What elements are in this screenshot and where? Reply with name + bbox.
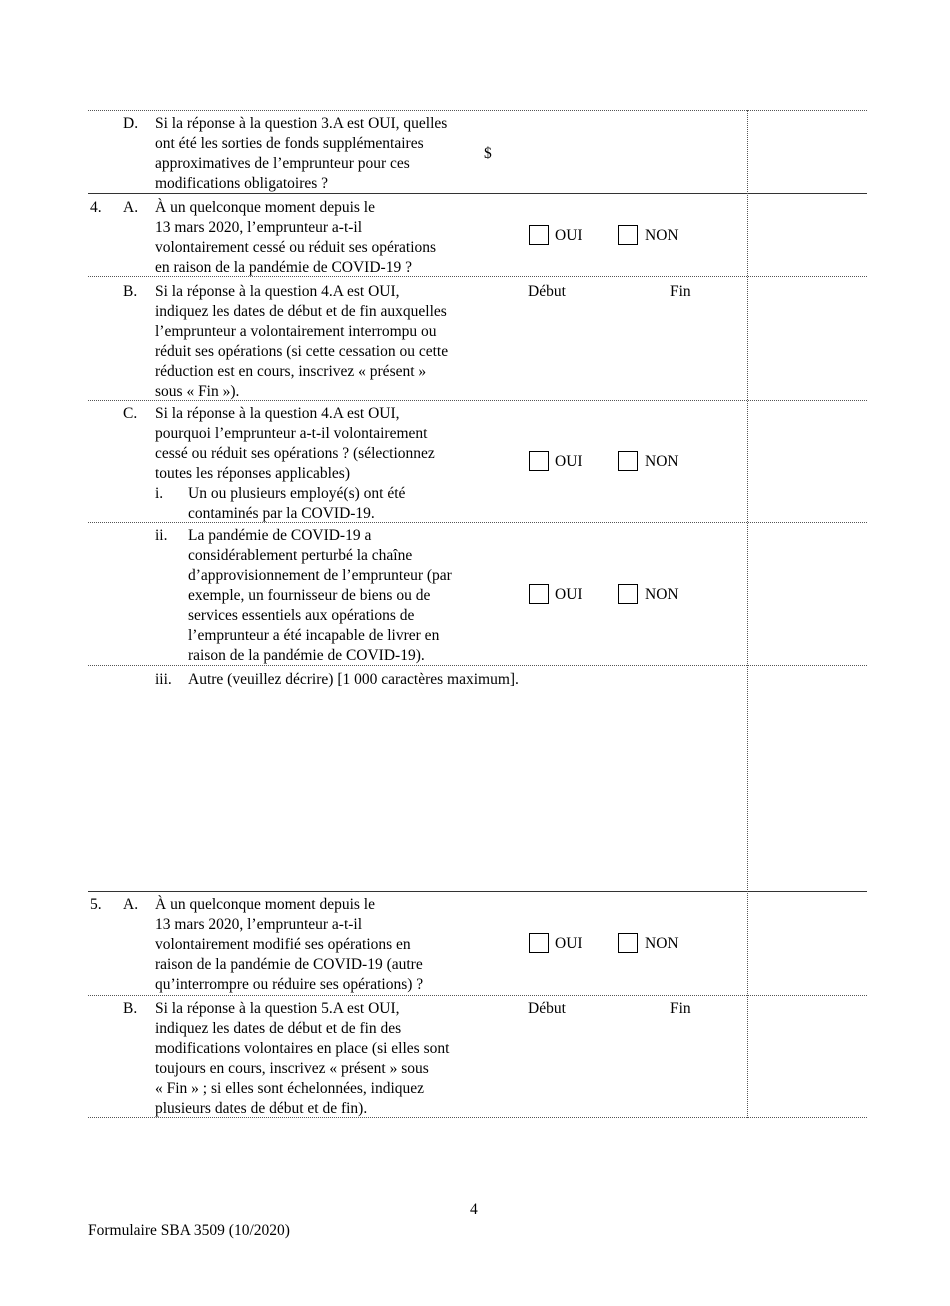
question-5a-text: À un quelconque moment depuis le 13 mars 2020, l’emprunteur a-t-il volontairement modifié ses opérations en raison de la pandémie de COVID-19 (autre qu’interrompre ou réduire ses opérations) ?	[155, 896, 424, 993]
question-4c-i-numeral: i.	[155, 485, 164, 502]
question-5a-letter: A.	[123, 896, 139, 913]
q5a-non-label: NON	[645, 935, 679, 952]
question-5b-text: Si la réponse à la question 5.A est OUI, indiquez les dates de début et de fin des modifications volontaires en place (si elles sont toujours en cours, inscrivez « présent » sous « Fin » ; si elles sont échelonnées, indiquez plusieurs dates de début et de fin).	[155, 1000, 450, 1117]
q4c-i-oui-checkbox[interactable]	[529, 451, 549, 471]
q4a-non-checkbox[interactable]	[618, 225, 638, 245]
question-5-number: 5.	[90, 896, 102, 913]
question-4c-text: Si la réponse à la question 4.A est OUI, pourquoi l’emprunteur a-t-il volontairement cessé ou réduit ses opérations ? (sélectionnez toutes les réponses applicables)	[155, 405, 435, 482]
q4c-ii-non-checkbox[interactable]	[618, 584, 638, 604]
question-4c-iii-text: Autre (veuillez décrire) [1 000 caractères maximum].	[188, 671, 519, 688]
form-identifier: Formulaire SBA 3509 (10/2020)	[88, 1222, 290, 1239]
q5a-oui-label: OUI	[555, 935, 583, 952]
q5a-oui-checkbox[interactable]	[529, 933, 549, 953]
q4b-start-date-label: Début	[528, 283, 566, 300]
question-4b-letter: B.	[123, 283, 138, 300]
q4c-ii-non-label: NON	[645, 586, 679, 603]
question-5b-letter: B.	[123, 1000, 138, 1017]
question-4c-ii-text: La pandémie de COVID-19 a considérablement perturbé la chaîne d’approvisionnement de l’emprunteur (par exemple, un fournisseur de biens ou de services essentiels aux opérations de l’emprunteur a été incapable de livrer en raison de la pandémie de COVID-19).	[188, 527, 452, 664]
question-4c-iii-numeral: iii.	[155, 671, 172, 688]
question-4a-text: À un quelconque moment depuis le 13 mars 2020, l’emprunteur a-t-il volontairement cessé ou réduit ses opérations en raison de la pandémie de COVID-19 ?	[155, 199, 437, 276]
row-divider	[88, 110, 867, 111]
q5a-non-checkbox[interactable]	[618, 933, 638, 953]
column-divider	[747, 110, 748, 1118]
page-number: 4	[470, 1201, 478, 1218]
question-4-number: 4.	[90, 199, 102, 216]
q4c-i-oui-label: OUI	[555, 453, 583, 470]
question-4a-letter: A.	[123, 199, 139, 216]
question-3d-letter: D.	[123, 115, 139, 132]
question-4c-i-text: Un ou plusieurs employé(s) ont été contaminés par la COVID-19.	[188, 485, 406, 522]
q4c-i-non-label: NON	[645, 453, 679, 470]
q5b-end-date-label: Fin	[670, 1000, 691, 1017]
question-3d-text: Si la réponse à la question 3.A est OUI, quelles ont été les sorties de fonds supplémentaires approximatives de l’emprunteur pour ces modifications obligatoires ?	[155, 115, 448, 192]
section-divider	[88, 891, 867, 892]
q4c-ii-oui-label: OUI	[555, 586, 583, 603]
q4b-end-date-label: Fin	[670, 283, 691, 300]
q4a-oui-checkbox[interactable]	[529, 225, 549, 245]
q4a-non-label: NON	[645, 227, 679, 244]
row-divider	[88, 995, 867, 996]
question-4c-letter: C.	[123, 405, 138, 422]
q4a-oui-label: OUI	[555, 227, 583, 244]
other-description-area[interactable]	[155, 695, 740, 885]
question-4b-text: Si la réponse à la question 4.A est OUI, indiquez les dates de début et de fin auxquelles l’emprunteur a volontairement interrompu ou réduit ses opérations (si cette cessation ou cette réduction est en cours, inscrivez « présent » sous « Fin »).	[155, 283, 449, 400]
question-4c-ii-numeral: ii.	[155, 527, 168, 544]
amount-currency-symbol: $	[484, 145, 492, 162]
q5b-start-date-label: Début	[528, 1000, 566, 1017]
q4c-i-non-checkbox[interactable]	[618, 451, 638, 471]
q4c-ii-oui-checkbox[interactable]	[529, 584, 549, 604]
